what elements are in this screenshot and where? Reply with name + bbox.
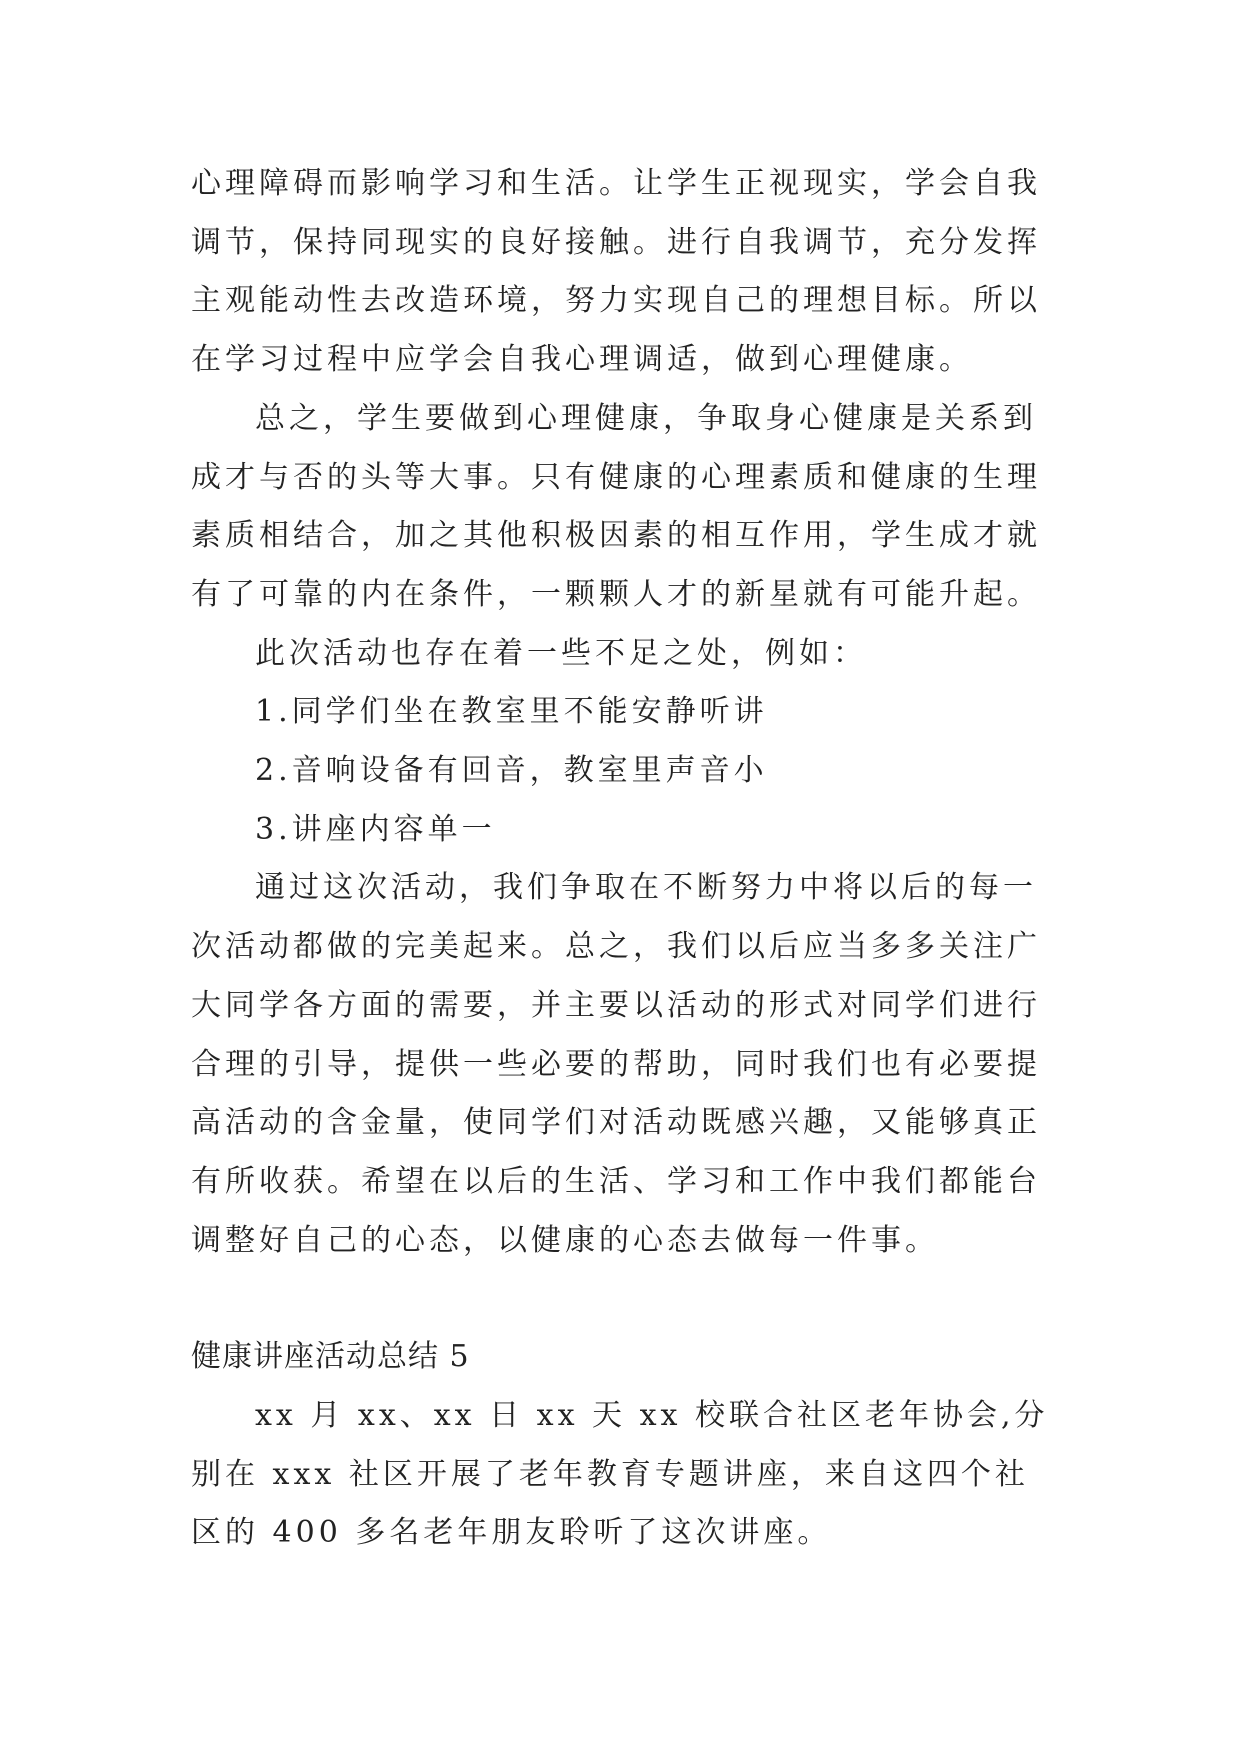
- paragraph-continuation: 心理障碍而影响学习和生活。让学生正视现实，学会自我调节，保持同现实的良好接触。进行自我调节，充分发挥主观能动性去改造环境，努力实现自己的理想目标。所以在学习过程中应学会自我心理调适，做到心理健康。: [191, 166, 1041, 378]
- paragraph-conclusion: 总之，学生要做到心理健康，争取身心健康是关系到成才与否的头等大事。只有健康的心理素质和健康的生理素质相结合，加之其他积极因素的相互作用，学生成才就有了可靠的内在条件，一颗颗人才的新星就有可能升起。: [191, 400, 1041, 612]
- list-item-shortcoming-2: 2.音响设备有回音，教室里声音小: [255, 753, 768, 789]
- list-item-shortcoming-3: 3.讲座内容单一: [255, 811, 496, 847]
- list-item-shortcoming-1: 1.同学们坐在教室里不能安静听讲: [255, 694, 768, 730]
- section-heading: 健康讲座活动总结 5: [191, 1339, 470, 1375]
- document-body: [191, 155, 1051, 1563]
- paragraph-outlook: 通过这次活动，我们争取在不断努力中将以后的每一次活动都做的完美起来。总之，我们以后应当多多关注广大同学各方面的需要，并主要以活动的形式对同学们进行合理的引导，提供一些必要的帮助，同时我们也有必要提高活动的含金量，使同学们对活动既感兴趣，又能够真正有所收获。希望在以后的生活、学习和工作中我们都能台调整好自己的心态，以健康的心态去做每一件事。: [191, 870, 1041, 1258]
- paragraph-section-intro: xx 月 xx、xx 日 xx 天 xx 校联合社区老年协会,分别在 xxx 社区开展了老年教育专题讲座，来自这四个社区的 400 多名老年朋友聆听了这次讲座。: [191, 1398, 1049, 1551]
- paragraph-shortcomings-intro: 此次活动也存在着一些不足之处，例如：: [255, 635, 867, 671]
